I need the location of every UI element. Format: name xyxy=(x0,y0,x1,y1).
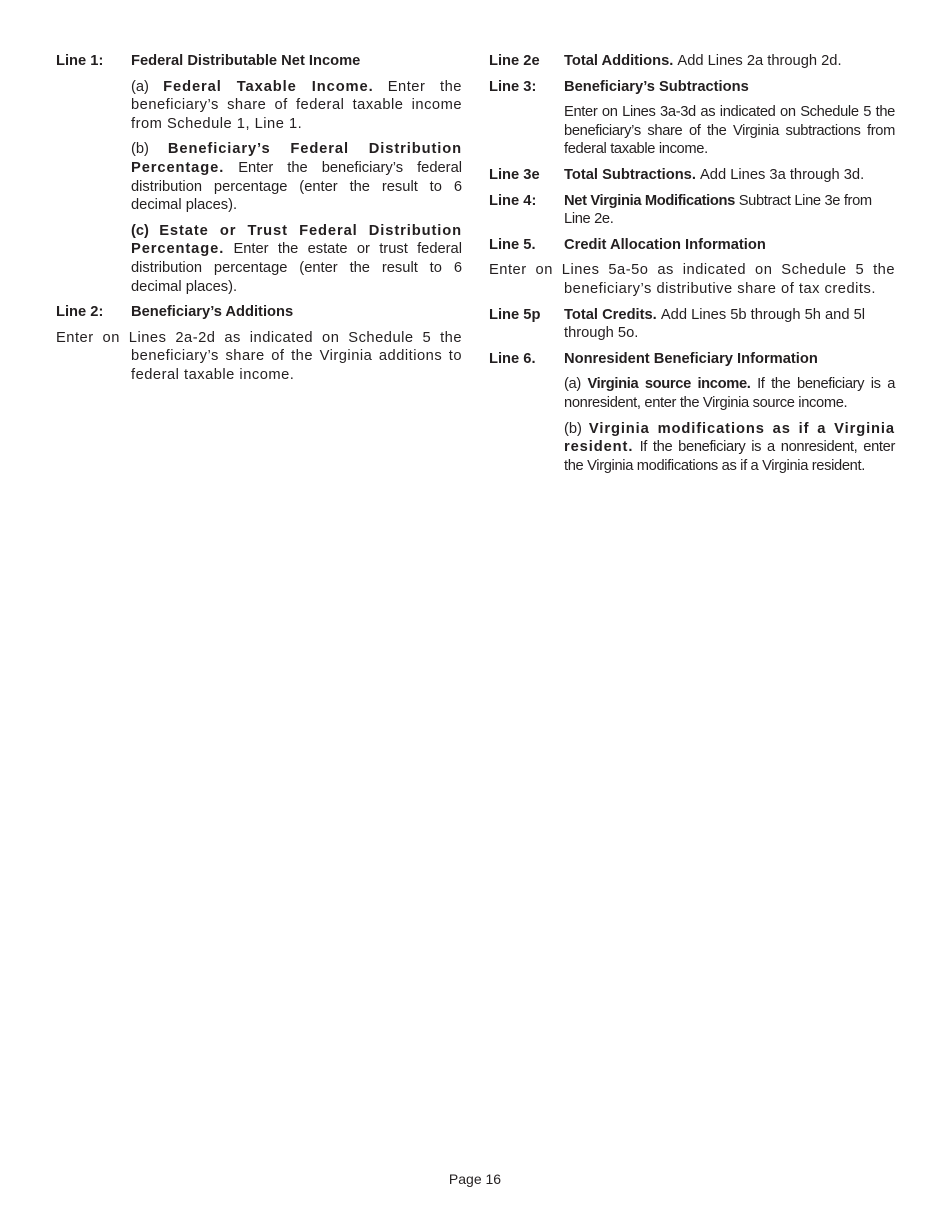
line2-text: Enter on Lines 2a-2d as indicated on Schedule 5 the beneficiary’s share of the Virginia additions to federal taxable income. xyxy=(56,329,462,383)
line1-heading xyxy=(56,52,462,71)
line1b-text: Enter the beneficiary’s federal distribution percentage (enter the result to 6 decimal places). xyxy=(131,159,462,214)
line5p-title: Total Credits. xyxy=(564,306,657,323)
line6-heading xyxy=(489,350,895,369)
line6a-paragraph xyxy=(564,375,895,412)
line6b-paragraph xyxy=(564,420,895,476)
line3-text: Enter on Lines 3a-3d as indicated on Schedule 5 the beneficiary’s share of the Virginia subtractions from federal taxable income. xyxy=(564,104,895,158)
line1c-head: Estate or Trust Federal Distribution Percentage. xyxy=(131,222,462,258)
line3e-body xyxy=(564,166,895,185)
line1-title: Federal Distributable Net Income xyxy=(131,53,361,69)
line1b-prefix: (b) xyxy=(131,141,149,158)
line2-title: Beneficiary’s Additions xyxy=(131,304,294,321)
line6a-head: Virginia source income. xyxy=(587,376,751,393)
line4-label: Line 4: xyxy=(489,192,537,209)
line1c-paragraph xyxy=(131,222,462,296)
line2e-row xyxy=(489,52,895,71)
line1b-head: Beneficiary’s Federal Distribution Percentage. xyxy=(131,141,462,176)
line2e-title: Total Additions. xyxy=(564,53,674,69)
line5-title: Credit Allocation Information xyxy=(564,236,766,253)
line2-heading xyxy=(56,303,462,322)
line6a-text: If the beneficiary is a nonresident, enter the Virginia source income. xyxy=(564,376,896,411)
line1a-head: Federal Taxable Income. xyxy=(163,78,374,95)
line6b-head: Virginia modifications as if a Virginia resident. xyxy=(564,420,895,456)
line3e-title: Total Subtractions. xyxy=(564,166,696,183)
line1a-paragraph xyxy=(131,78,462,134)
line4-text: Subtract Line 3e from Line 2e. xyxy=(564,192,872,228)
line3e-text: Add Lines 3a through 3d. xyxy=(700,166,865,183)
line5p-body xyxy=(564,306,895,343)
line3-heading xyxy=(489,78,895,97)
right-column xyxy=(489,52,895,482)
line6b-prefix: (b) xyxy=(564,420,582,437)
line2e-label: Line 2e xyxy=(489,53,540,69)
line5p-row xyxy=(489,306,895,343)
line6b-text: If the beneficiary is a nonresident, enter the Virginia modifications as if a Virginia resident. xyxy=(564,439,895,474)
page-number: Page 16 xyxy=(448,1171,502,1187)
line1b-paragraph xyxy=(131,140,462,214)
line3e-label: Line 3e xyxy=(489,166,540,183)
line2e-text: Add Lines 2a through 2d. xyxy=(677,53,842,69)
line5-label: Line 5. xyxy=(489,236,536,253)
line5-text: Enter on Lines 5a-5o as indicated on Schedule 5 the beneficiary’s distributive share of tax credits. xyxy=(489,262,895,297)
line1a-prefix: (a) xyxy=(131,78,149,95)
line4-row xyxy=(489,192,895,229)
line5p-label: Line 5p xyxy=(489,306,541,323)
line2e-body xyxy=(564,52,895,71)
left-column xyxy=(56,52,462,392)
line3e-row xyxy=(489,166,895,185)
line1-label: Line 1: xyxy=(56,53,104,69)
line2-label: Line 2: xyxy=(56,304,104,321)
line3-title: Beneficiary’s Subtractions xyxy=(564,78,749,95)
line4-title: Net Virginia Modifications xyxy=(564,192,735,209)
line1a-text: Enter the beneficiary’s share of federal taxable income from Schedule 1, Line 1. xyxy=(131,78,462,132)
line3-label: Line 3: xyxy=(489,78,537,95)
line5-heading xyxy=(489,236,895,255)
line6-label: Line 6. xyxy=(489,350,536,367)
line4-body xyxy=(564,192,895,229)
line6-title: Nonresident Beneficiary Information xyxy=(564,350,818,367)
line6a-prefix: (a) xyxy=(564,376,581,393)
line1c-text: Enter the estate or trust federal distribution percentage (enter the result to 6 decimal places). xyxy=(131,241,462,295)
line1c-prefix: (c) xyxy=(131,222,149,239)
line5p-text: Add Lines 5b through 5h and 5l through 5o. xyxy=(564,306,866,342)
